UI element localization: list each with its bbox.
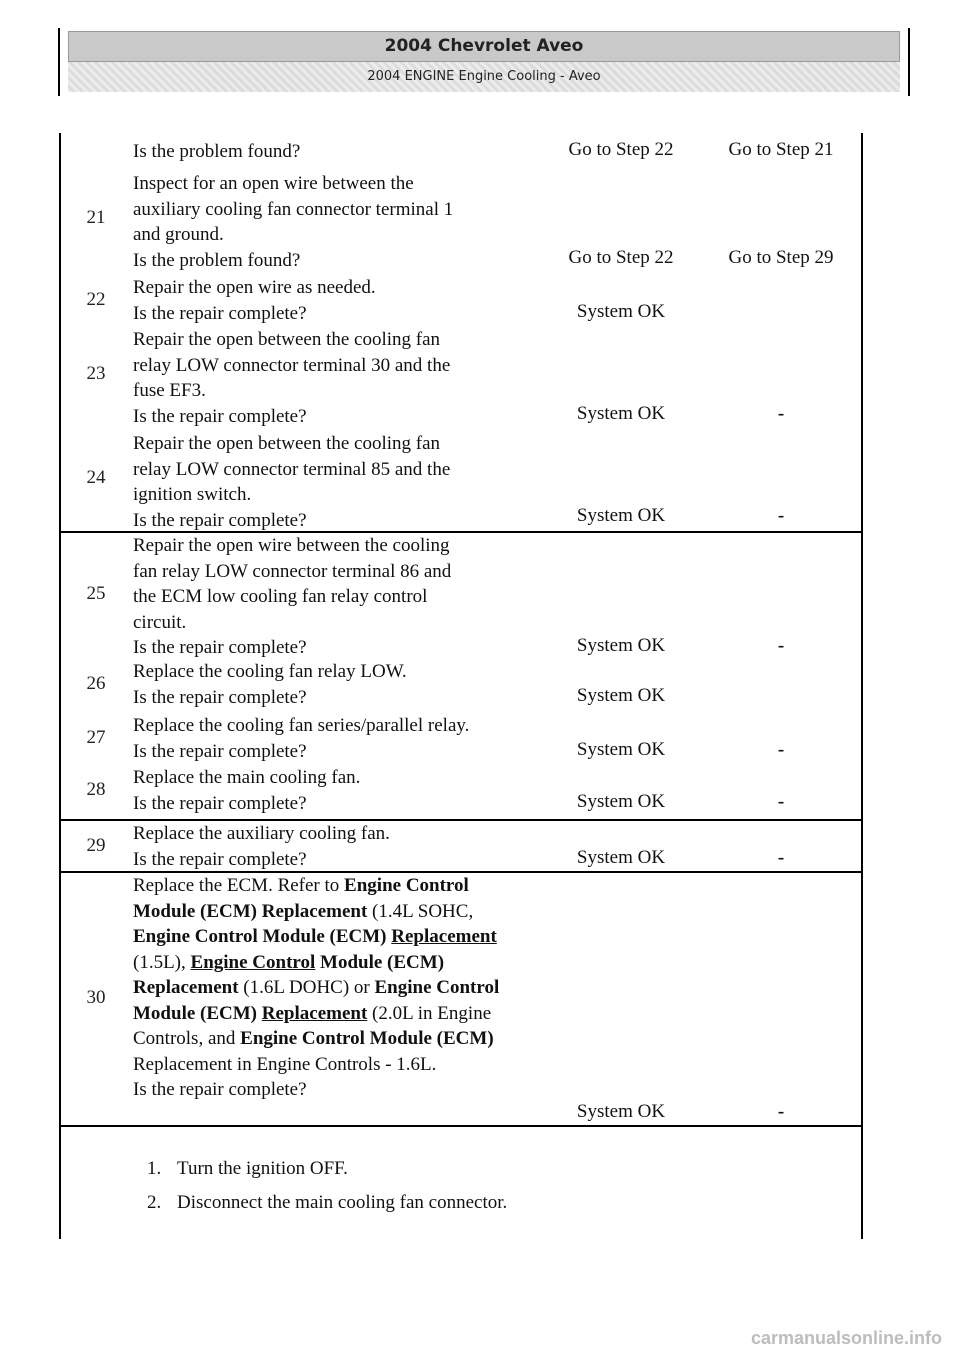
yes-action: System OK [576,301,666,322]
action-line: and ground. [133,224,224,245]
step-question: Is the repair complete? [133,792,307,814]
step-action [133,659,533,710]
table-row [61,275,861,327]
table-row [61,171,861,275]
action-line: Replace the auxiliary cooling fan. [133,823,390,844]
reference-link[interactable]: Engine Control Module (ECM) [133,977,500,1024]
table-row [61,871,861,1127]
action-line: Replace the main cooling fan. [133,767,361,788]
reference-link[interactable]: Replacement [391,926,497,947]
step-action [133,873,533,1103]
no-action: - [777,739,785,760]
action-line: the ECM low cooling fan relay control [133,586,428,607]
list-number: 1. [147,1158,162,1179]
action-line: Replace the cooling fan series/parallel relay. [133,715,470,736]
step-30-text [133,873,533,1077]
table-row [61,765,861,819]
action-line: auxiliary cooling fan connector terminal 1 [133,198,454,220]
yes-action: System OK [576,635,666,656]
step-number: 23 [86,363,106,384]
list-number: 2. [147,1192,162,1213]
table-row [61,133,861,171]
step-number: 21 [86,207,106,228]
yes-action: System OK [576,739,666,760]
step-question: Is the repair complete? [133,740,307,762]
no-action: - [777,403,785,424]
action-line: Replace the cooling fan relay LOW. [133,661,407,682]
action-line: Repair the open wire as needed. [133,277,376,298]
no-action: - [777,635,785,656]
step-number: 27 [86,727,106,748]
text-run: Replace the ECM. Refer to [133,875,345,896]
no-action: Go to Step 21 [728,139,834,160]
no-action: - [777,791,785,812]
yes-action: System OK [576,505,666,526]
step-action [133,821,533,872]
no-action: - [777,1101,785,1122]
text-run: (1.5L), [133,951,191,973]
step-number: 28 [86,779,106,800]
list-text: Turn the ignition OFF. [177,1158,348,1179]
text-run: (2.0L in Engine Controls, and [133,1002,492,1049]
step-question: Is the repair complete? [133,509,307,531]
action-line: Repair the open between the cooling fan [133,329,441,350]
reference-link[interactable]: Engine Control Module (ECM) [240,1028,494,1049]
yes-action: System OK [576,847,666,868]
text-run: Replacement in Engine Controls - 1.6L. [133,1053,437,1075]
step-action [133,765,533,816]
action-line: relay LOW connector terminal 30 and the [133,354,451,376]
step-question: Is the repair complete? [133,848,307,870]
header-title: 2004 Chevrolet Aveo [68,31,900,62]
step-number: 22 [86,289,106,310]
diagnostic-table [59,133,863,1239]
list-item [147,1155,567,1183]
footer-watermark: carmanualsonline.info [750,1328,942,1348]
yes-action: Go to Step 22 [568,247,674,268]
no-action: - [777,847,785,868]
no-action: - [777,505,785,526]
step-question: Is the repair complete? [133,405,307,427]
table-row [61,819,861,873]
action-line: circuit. [133,611,187,633]
step-number: 24 [86,467,106,488]
yes-action: System OK [576,791,666,812]
step-question: Is the repair complete? [133,637,307,658]
step-number: 30 [86,987,106,1008]
yes-action: Go to Step 22 [568,139,674,160]
step-action [133,327,533,429]
yes-action: System OK [576,1101,666,1122]
table-row [61,327,861,431]
step-action [133,275,533,326]
reference-link[interactable]: Engine Control Module (ECM) Replacement [133,875,469,922]
step-number: 25 [86,583,106,604]
step-question: Is the repair complete? [133,1079,307,1100]
reference-link[interactable]: Module (ECM) Replacement [133,951,445,998]
list-text: Disconnect the main cooling fan connector. [177,1192,508,1213]
no-action: Go to Step 29 [728,247,834,268]
page-header [58,28,910,96]
step-action [133,171,533,273]
table-row [61,1125,861,1241]
step-question: Is the problem found? [133,141,301,162]
step-question: Is the problem found? [133,249,301,271]
reference-link[interactable]: Replacement [261,1002,368,1024]
action-line: ignition switch. [133,484,252,505]
header-subtitle: 2004 ENGINE Engine Cooling - Aveo [68,62,900,92]
reference-link[interactable]: Engine Control [190,951,316,973]
step-action [133,533,533,661]
table-row [61,659,861,713]
step-action [133,431,533,533]
action-line: Repair the open between the cooling fan [133,433,441,454]
table-row [61,713,861,765]
step-number: 29 [86,835,106,856]
action-line: relay LOW connector terminal 85 and the [133,458,451,480]
action-line: Inspect for an open wire between the [133,173,414,194]
procedure-list [147,1155,567,1217]
action-line: Repair the open wire between the cooling [133,535,450,556]
step-question: Is the repair complete? [133,686,307,708]
step-action [133,713,533,764]
reference-link[interactable]: Engine Control Module (ECM) [133,926,392,947]
yes-action: System OK [576,403,666,424]
action-line: fan relay LOW connector terminal 86 and [133,560,452,582]
table-row [61,431,861,531]
text-run: (1.6L DOHC) or [238,977,375,998]
action-line: fuse EF3. [133,380,206,401]
table-row [61,531,861,661]
step-question: Is the repair complete? [133,302,307,324]
text-run: (1.4L SOHC, [367,900,474,922]
step-number: 26 [86,673,106,694]
list-item [147,1189,567,1217]
yes-action: System OK [576,685,666,706]
